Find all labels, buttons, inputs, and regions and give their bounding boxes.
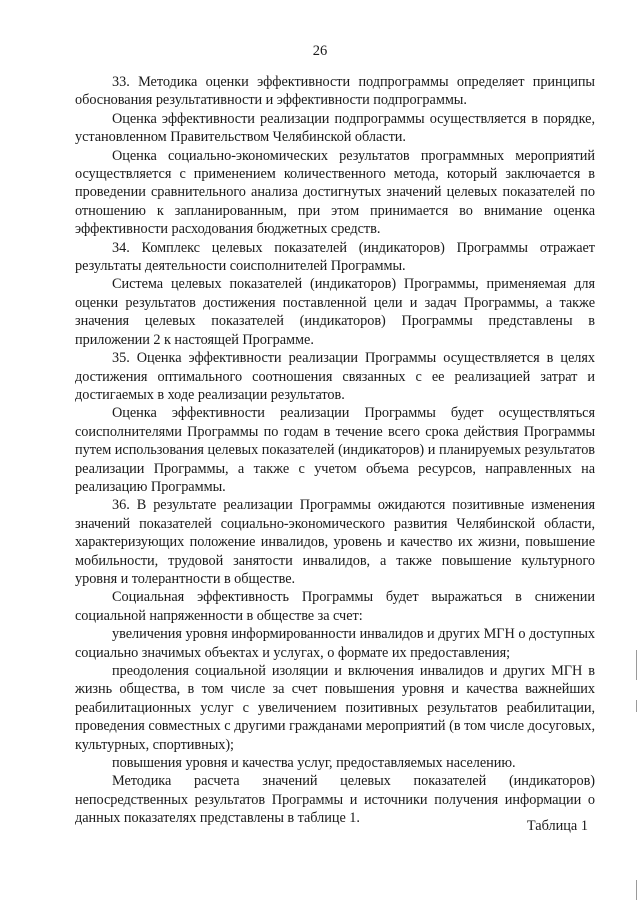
list-item-informedness: увеличения уровня информированности инвалидов и других МГН о доступных социально значимых объектах и услугах, о формате их предоставления; [75, 626, 595, 661]
document-body [75, 73, 595, 828]
paragraph-socioeconomic-evaluation: Оценка социально-экономических результатов программных мероприятий осуществляется с применением количественного метода, который заключается в проведении сравнительного анализа достигнутых значений целевых показателей по отношению к запланированным, при этом принимается во внимание оценка эффективности расходования бюджетных средств. [75, 147, 595, 238]
list-item-social-isolation: преодоления социальной изоляции и включения инвалидов и других МГН в жизнь общества, в том числе за счет повышения уровня и качества важнейших реабилитационных услуг с увеличением позитивных результатов реабилитации, проведения совместных с другими гражданами мероприятий (в том числе досуговых, культурных, спортивных); [75, 663, 595, 753]
page-number: 26 [312, 43, 328, 59]
paragraph-program-evaluation: Оценка эффективности реализации Программы будет осуществляться соисполнителями Программы по годам в течение всего срока действия Программы путем использования целевых показателей (индикаторов) и планируемых результатов реализации Программы, а также с учетом объема ресурсов, направленных на реализацию Программы. [75, 405, 595, 495]
table-caption: Таблица 1 [526, 818, 588, 834]
scan-edge-mark [636, 700, 637, 712]
scan-edge-mark [636, 650, 637, 680]
paragraph-subprogram-evaluation: Оценка эффективности реализации подпрограммы осуществляется в порядке, установленном Правительством Челябинской области. [75, 110, 595, 146]
paragraph-34: 34. Комплекс целевых показателей (индикаторов) Программы отражает результаты деятельности соисполнителей Программы. [75, 239, 595, 275]
paragraph-calculation-method: Методика расчета значений целевых показателей (индикаторов) непосредственных результатов Программы и источники получения информации о данных показателях представлены в таблице 1. [75, 773, 595, 827]
paragraph-social-efficiency: Социальная эффективность Программы будет выражаться в снижении социальной напряженности в обществе за счет: [75, 589, 595, 624]
list-item-service-quality: повышения уровня и качества услуг, предоставляемых населению. [112, 755, 516, 772]
paragraph-33: 33. Методика оценки эффективности подпрограммы определяет принципы обоснования результативности и эффективности подпрограммы. [75, 74, 595, 109]
scan-edge-mark [636, 880, 637, 900]
paragraph-35: 35. Оценка эффективности реализации Программы осуществляется в целях достижения оптимального соотношения связанных с ее реализацией затрат и достигаемых в ходе реализации результатов. [75, 350, 595, 403]
paragraph-36: 36. В результате реализации Программы ожидаются позитивные изменения значений показателей социально-экономического развития Челябинской области, характеризующих положение инвалидов, уровень и качество их жизни, повышение мобильности, трудовой занятости инвалидов, а также повышение культурного уровня и толерантности в обществе. [75, 497, 595, 587]
paragraph-indicator-system: Система целевых показателей (индикаторов) Программы, применяемая для оценки результатов достижения поставленной цели и задач Программы, а также значения целевых показателей (индикаторов) Программы представлены в приложении 2 к настоящей Программе. [75, 276, 595, 348]
